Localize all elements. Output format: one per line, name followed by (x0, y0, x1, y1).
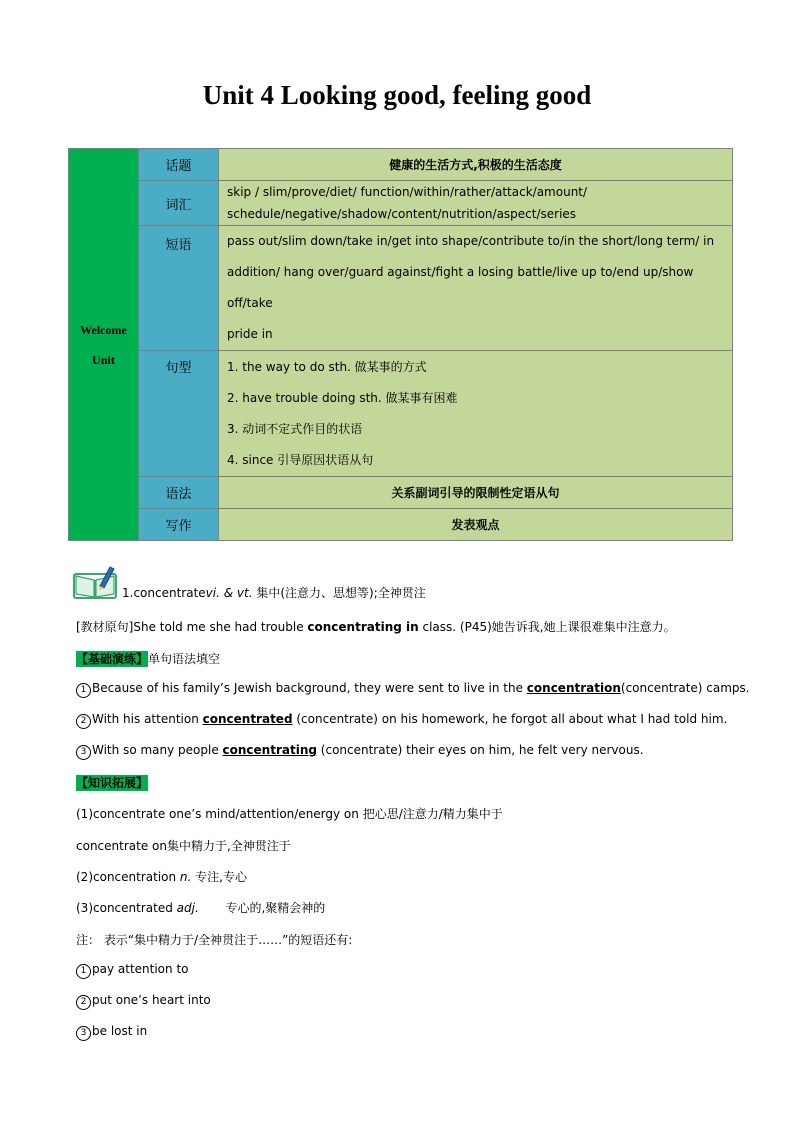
practice-title: 单句语法填空 (148, 652, 221, 666)
expand-heading (76, 774, 148, 791)
content-line: pass out/slim down/take in/get into shape/contribute to/in the short/long term/ in (227, 234, 715, 248)
content-cell (219, 351, 733, 477)
unit-label-cell (69, 149, 139, 541)
item-pos: n. (179, 870, 192, 884)
item-word: (2)concentration (76, 870, 180, 884)
heading-word: 1.concentrate (122, 586, 206, 600)
category-label: 写作 (165, 519, 192, 534)
practice-tag: 【基础演练】 (76, 652, 149, 666)
table-row (69, 226, 733, 351)
exercise-item (76, 712, 727, 729)
category-label: 句型 (165, 361, 192, 376)
source-keyword: concentrating in (307, 620, 419, 634)
exercise-item (76, 743, 644, 760)
item-word: (3)concentrated (76, 901, 177, 915)
exercise-text: With his attention (92, 712, 203, 726)
circled-number: 1 (76, 683, 91, 698)
expand-tag: 【知识拓展】 (76, 776, 149, 790)
exercise-item (76, 681, 750, 698)
heading-meaning: 集中(注意力、思想等);全神贯注 (252, 586, 426, 600)
content-line: skip / slim/prove/diet/ function/within/rather/attack/amount/ (227, 185, 588, 199)
exercise-answer: concentration (526, 681, 621, 695)
category-cell (139, 181, 219, 226)
category-label: 短语 (165, 238, 192, 253)
category-cell (139, 226, 219, 351)
category-label: 语法 (165, 487, 192, 502)
content-line: pride in (227, 327, 273, 341)
content-line: 1. the way to do sth. 做某事的方式 (227, 359, 427, 374)
expand-line: (1)concentrate one’s mind/attention/energy on 把心思/注意力/精力集中于 (76, 807, 503, 821)
source-prefix: [教材原句]She told me she had trouble (76, 620, 308, 634)
content-cell (219, 149, 733, 181)
circled-number: 1 (76, 964, 91, 979)
content-line: 2. have trouble doing sth. 做某事有困难 (227, 390, 458, 405)
content-cell (219, 477, 733, 509)
source-sentence (76, 618, 676, 635)
exercise-text: With so many people (92, 743, 223, 757)
phrase-text: put one’s heart into (92, 993, 211, 1007)
heading-pos: vi. & vt. (205, 586, 253, 600)
content-cell (219, 181, 733, 226)
phrase-text: be lost in (92, 1024, 148, 1038)
item-meaning: 专注,专心 (191, 870, 247, 884)
content-line: 4. since 引导原因状语从句 (227, 452, 374, 467)
table-row (69, 181, 733, 226)
content-line: 发表观点 (451, 518, 500, 532)
content-line: 3. 动词不定式作目的状语 (227, 421, 363, 436)
category-cell (139, 351, 219, 477)
source-suffix: class. (P45)她告诉我,她上课很难集中注意力。 (418, 620, 676, 634)
page-title: Unit 4 Looking good, feeling good (202, 80, 592, 110)
table-row (69, 509, 733, 541)
circled-number: 3 (76, 745, 91, 760)
expand-line: concentrate on集中精力于,全神贯注于 (76, 839, 291, 853)
item-pos: adj. (176, 901, 199, 915)
phrase-item (76, 1024, 147, 1041)
expand-item (76, 868, 247, 885)
unit-overview-table (68, 148, 733, 541)
exercise-text: Because of his family’s Jewish background, they were sent to live in the (92, 681, 527, 695)
note-line: 注： 表示“集中精力于/全神贯注于……”的短语还有: (76, 933, 353, 947)
unit-label-line: Welcome (80, 322, 127, 337)
circled-number: 2 (76, 995, 91, 1010)
exercise-answer: concentrated (202, 712, 293, 726)
expand-item (76, 899, 325, 916)
phrase-text: pay attention to (92, 962, 189, 976)
unit-label-line: Unit (92, 352, 115, 367)
content-line: 关系副词引导的限制性定语从句 (391, 486, 560, 500)
exercise-text: (concentrate) their eyes on him, he felt very nervous. (316, 743, 644, 757)
content-cell (219, 226, 733, 351)
category-label: 话题 (165, 159, 192, 174)
exercise-answer: concentrating (222, 743, 317, 757)
word-heading (122, 584, 426, 601)
content-line: 健康的生活方式,积极的生活态度 (389, 158, 562, 172)
item-meaning: 专心的,聚精会神的 (198, 901, 326, 915)
content-line: addition/ hang over/guard against/fight a losing battle/live up to/end up/show off/take (227, 265, 694, 310)
table-row (69, 149, 733, 181)
phrase-item (76, 993, 211, 1010)
table-row (69, 477, 733, 509)
book-pencil-icon (72, 564, 118, 600)
category-label: 词汇 (165, 197, 192, 213)
exercise-text: (concentrate) camps. (620, 681, 750, 695)
content-cell (219, 509, 733, 541)
category-cell (139, 149, 219, 181)
circled-number: 3 (76, 1026, 91, 1041)
circled-number: 2 (76, 714, 91, 729)
table-row (69, 351, 733, 477)
content-line: schedule/negative/shadow/content/nutrition/aspect/series (227, 207, 577, 221)
category-cell (139, 509, 219, 541)
phrase-item (76, 962, 189, 979)
exercise-text: (concentrate) on his homework, he forgot all about what I had told him. (292, 712, 728, 726)
practice-heading (76, 650, 220, 667)
category-cell (139, 477, 219, 509)
